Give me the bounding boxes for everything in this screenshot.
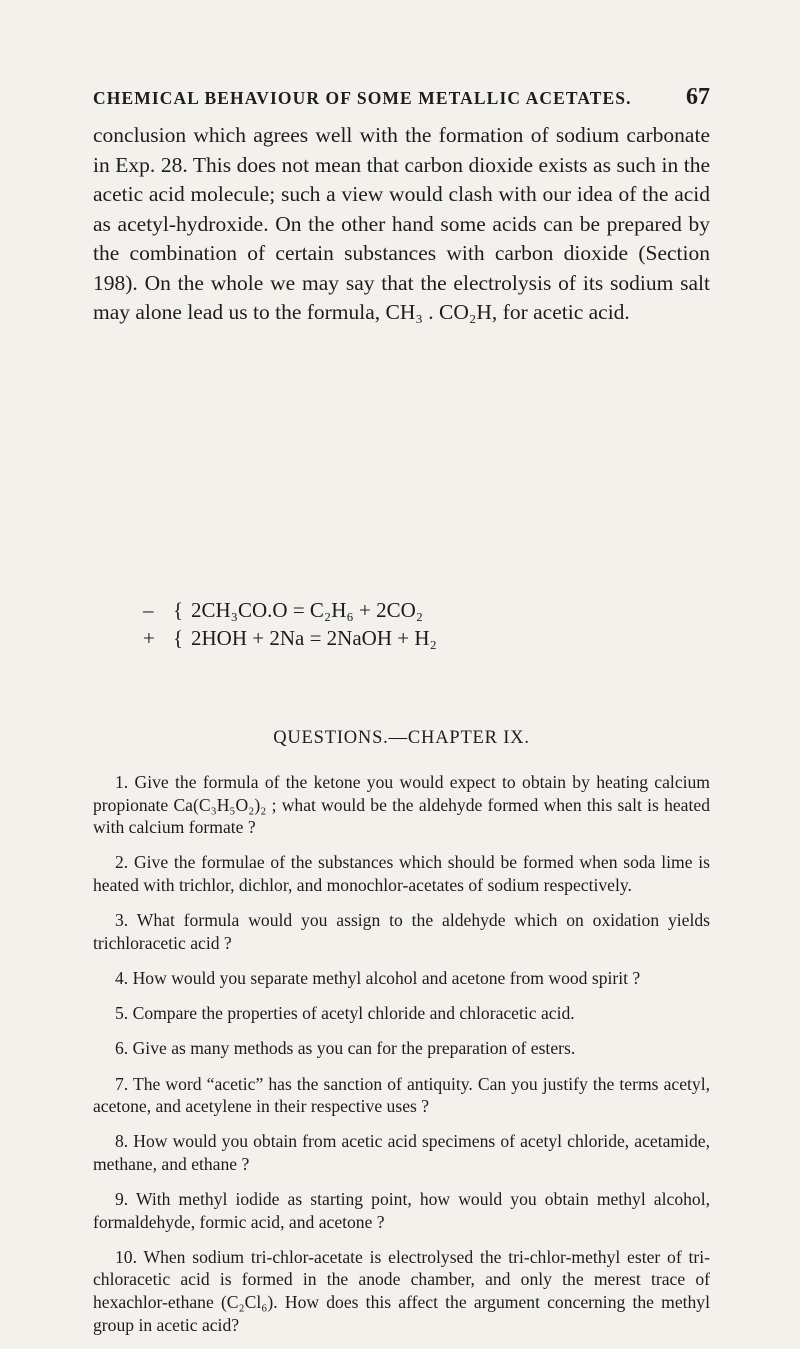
page-number: 67 [686, 84, 710, 110]
equation-brace: { [173, 598, 184, 622]
question-item: 8. How would you obtain from acetic acid specimens of acetyl chloride, acetamide, methane, and ethane ? [93, 1131, 710, 1174]
question-item: 4. How would you separate methyl alcohol and acetone from wood spirit ? [115, 967, 641, 988]
equation-block [143, 596, 437, 652]
running-head: CHEMICAL BEHAVIOUR OF SOME METALLIC ACETATES. [93, 88, 632, 108]
question-item: 10. When sodium tri-chlor-acetate is electrolysed the tri-chlor-methyl ester of tri-chloracetic acid is formed in the anode chamber, and only the merest trace of hexachlor-ethane (C₂Cl₆). How does this affect the argument concerning the methyl group in acetic acid? [93, 1246, 710, 1335]
equation-text: 2CH₃CO.O = C₂H₆ + 2CO₂ [191, 598, 424, 622]
question-item: 9. With methyl iodide as starting point, how would you obtain methyl alcohol, formaldehyde, formic acid, and acetone ? [93, 1189, 710, 1232]
equation-row [143, 596, 437, 624]
equation-sign: + [143, 626, 155, 650]
equation-row [143, 624, 437, 652]
question-item: 7. The word “acetic” has the sanction of antiquity. Can you justify the terms acetyl, acetone, and acetylene in their respective uses ? [93, 1073, 710, 1117]
question-item: 5. Compare the properties of acetyl chloride and chloracetic acid. [115, 1003, 575, 1024]
questions-list [93, 771, 710, 1349]
question-item: 6. Give as many methods as you can for the preparation of esters. [115, 1038, 576, 1059]
page-header [93, 84, 710, 111]
body-paragraph: conclusion which agrees well with the formation of sodium carbonate in Exp. 28. This does not mean that carbon dioxide exists as such in the acetic acid molecule; such a view would clash with our idea of the acid as acetyl-hydroxide. On the other hand some acids can be prepared by the combination of certain substances with carbon dioxide (Section 198). On the whole we may say that the electrolysis of its sodium salt may alone lead us to the formula, CH₃ . CO₂H, for acetic acid. [93, 123, 710, 324]
equation-text: 2HOH + 2Na = 2NaOH + H₂ [191, 626, 437, 650]
equation-brace: { [173, 626, 184, 650]
question-item: 1. Give the formula of the ketone you would expect to obtain by heating calcium propionate Ca(C₃H₅O₂)₂ ; what would be the aldehyde formed when this salt is heated with calcium formate ? [93, 772, 710, 838]
question-item: 3. What formula would you assign to the aldehyde which on oxidation yields trichloracetic acid ? [93, 910, 710, 953]
equation-sign: – [143, 598, 154, 622]
questions-heading: QUESTIONS.—CHAPTER IX. [273, 728, 530, 748]
body-text [93, 121, 710, 328]
question-item: 2. Give the formulae of the substances which should be formed when soda lime is heated with trichlor, dichlor, and monochlor-acetates of sodium respectively. [93, 852, 710, 895]
